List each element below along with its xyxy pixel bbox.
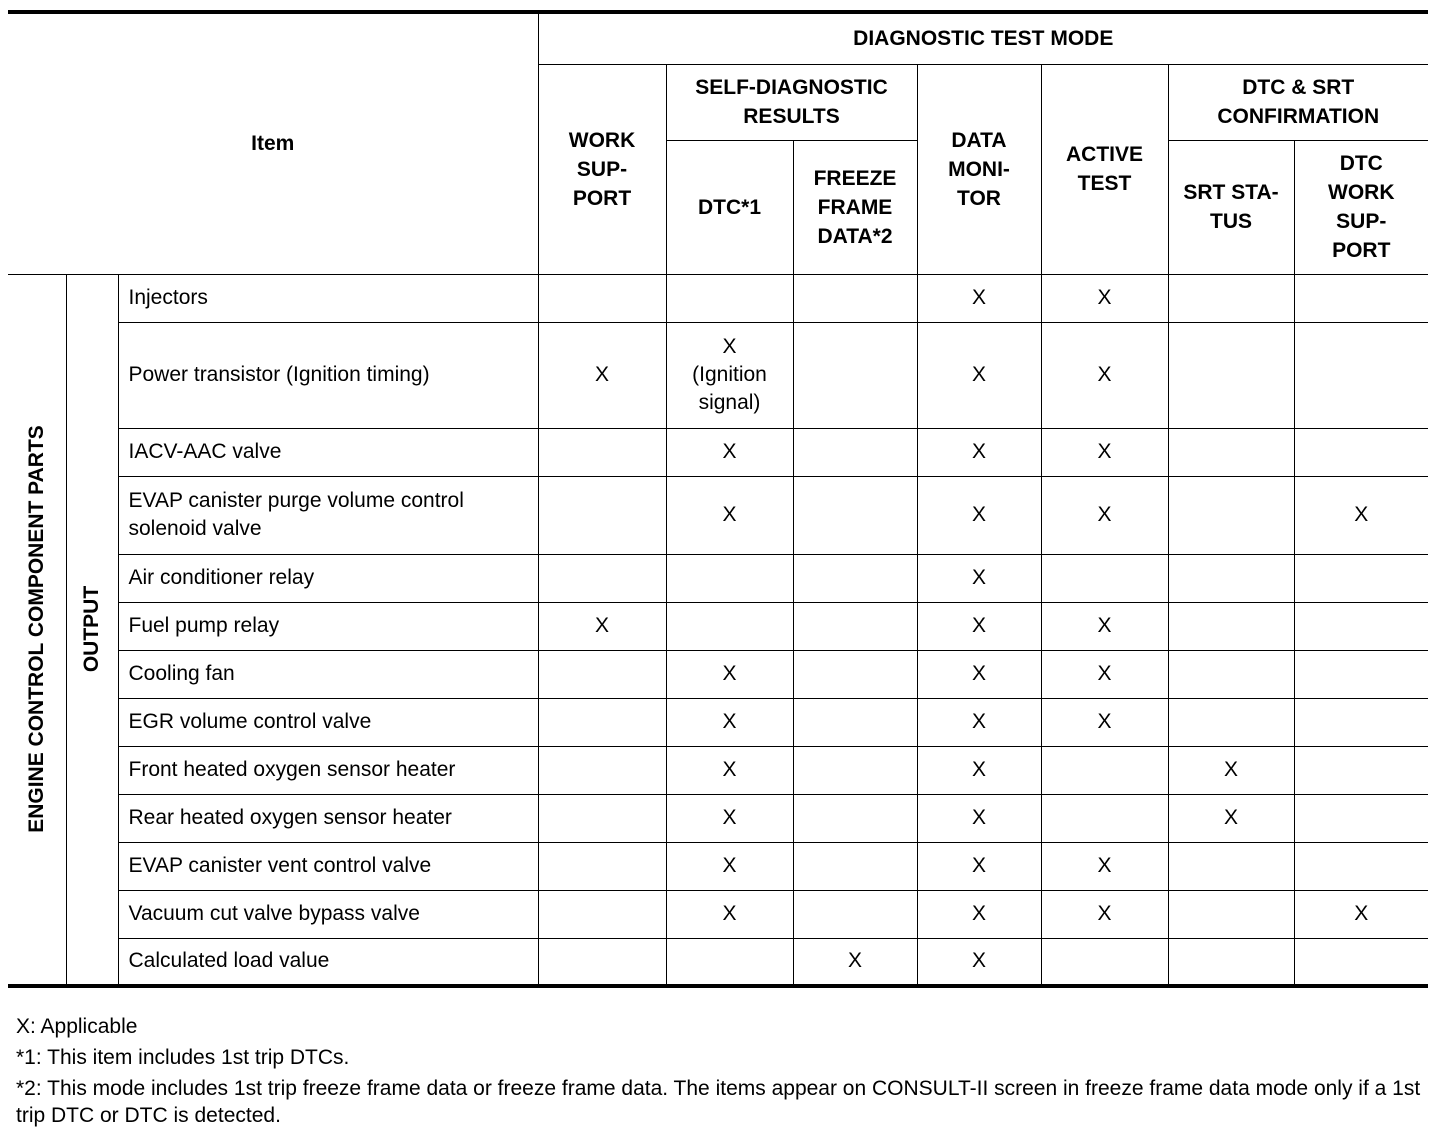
data-monitor-cell: X — [917, 698, 1041, 746]
item-name-cell: Air conditioner relay — [118, 554, 538, 602]
table-row — [8, 938, 1428, 986]
footnotes — [16, 1013, 1436, 1133]
table-row — [8, 746, 1428, 794]
data-monitor-header: DATA MONI- TOR — [917, 64, 1041, 274]
table-row — [8, 650, 1428, 698]
dtc-cell: X — [666, 650, 793, 698]
freeze-frame-data-cell — [793, 650, 917, 698]
dtc-cell: X (Ignition signal) — [666, 322, 793, 428]
work-support-cell — [538, 698, 666, 746]
item-name-cell: Vacuum cut valve bypass valve — [118, 890, 538, 938]
freeze-frame-data-cell — [793, 476, 917, 554]
work-support-cell — [538, 650, 666, 698]
table-row — [8, 698, 1428, 746]
dtc-work-support-cell — [1294, 322, 1428, 428]
srt-status-cell — [1168, 274, 1294, 322]
srt-status-cell — [1168, 650, 1294, 698]
work-support-header: WORK SUP- PORT — [538, 64, 666, 274]
dtc-cell — [666, 938, 793, 986]
active-test-cell: X — [1041, 698, 1168, 746]
data-monitor-cell: X — [917, 938, 1041, 986]
dtc-cell — [666, 554, 793, 602]
table-row — [8, 794, 1428, 842]
data-monitor-cell: X — [917, 428, 1041, 476]
diagnostic-test-mode-table — [8, 10, 1428, 988]
work-support-cell — [538, 890, 666, 938]
work-support-cell — [538, 428, 666, 476]
dtc-cell: X — [666, 428, 793, 476]
freeze-frame-data-cell — [793, 842, 917, 890]
item-name-cell: Fuel pump relay — [118, 602, 538, 650]
active-test-cell: X — [1041, 842, 1168, 890]
active-test-cell — [1041, 938, 1168, 986]
data-monitor-cell: X — [917, 794, 1041, 842]
dtc-cell: X — [666, 746, 793, 794]
work-support-cell — [538, 842, 666, 890]
data-monitor-cell: X — [917, 476, 1041, 554]
dtc-srt-confirmation-header: DTC & SRT CONFIRMATION — [1168, 64, 1428, 140]
work-support-cell — [538, 938, 666, 986]
freeze-frame-data-cell: X — [793, 938, 917, 986]
work-support-cell: X — [538, 602, 666, 650]
dtc-cell — [666, 602, 793, 650]
srt-status-header: SRT STA- TUS — [1168, 140, 1294, 274]
work-support-cell — [538, 274, 666, 322]
self-diagnostic-results-header: SELF-DIAGNOSTIC RESULTS — [666, 64, 917, 140]
data-monitor-cell: X — [917, 274, 1041, 322]
item-name-cell: Calculated load value — [118, 938, 538, 986]
active-test-cell: X — [1041, 428, 1168, 476]
freeze-frame-data-header: FREEZE FRAME DATA*2 — [793, 140, 917, 274]
dtc-work-support-cell — [1294, 746, 1428, 794]
active-test-cell: X — [1041, 602, 1168, 650]
table-row — [8, 602, 1428, 650]
dtc-work-support-cell — [1294, 698, 1428, 746]
dtc-cell: X — [666, 842, 793, 890]
freeze-frame-data-cell — [793, 698, 917, 746]
diagnostic-mode-document — [8, 10, 1428, 1127]
active-test-header: ACTIVE TEST — [1041, 64, 1168, 274]
table-row — [8, 554, 1428, 602]
data-monitor-cell: X — [917, 602, 1041, 650]
data-monitor-cell: X — [917, 554, 1041, 602]
data-monitor-cell: X — [917, 322, 1041, 428]
dtc-header: DTC*1 — [666, 140, 793, 274]
item-name-cell: EVAP canister vent control valve — [118, 842, 538, 890]
srt-status-cell — [1168, 428, 1294, 476]
data-monitor-cell: X — [917, 842, 1041, 890]
freeze-frame-data-cell — [793, 890, 917, 938]
srt-status-cell: X — [1168, 746, 1294, 794]
freeze-frame-data-cell — [793, 794, 917, 842]
srt-status-cell — [1168, 938, 1294, 986]
freeze-frame-data-cell — [793, 428, 917, 476]
dtc-work-support-cell: X — [1294, 890, 1428, 938]
dtc-cell — [666, 274, 793, 322]
engine-control-component-parts-label: ENGINE CONTROL COMPONENT PARTS — [8, 274, 66, 986]
srt-status-cell: X — [1168, 794, 1294, 842]
freeze-frame-data-cell — [793, 322, 917, 428]
dtc-cell: X — [666, 890, 793, 938]
active-test-cell — [1041, 554, 1168, 602]
data-monitor-cell: X — [917, 746, 1041, 794]
note-dtc: *1: This item includes 1st trip DTCs. — [16, 1046, 350, 1069]
dtc-cell: X — [666, 476, 793, 554]
srt-status-cell — [1168, 322, 1294, 428]
dtc-work-support-cell — [1294, 650, 1428, 698]
dtc-work-support-cell — [1294, 938, 1428, 986]
dtc-cell: X — [666, 794, 793, 842]
srt-status-cell — [1168, 476, 1294, 554]
freeze-frame-data-cell — [793, 746, 917, 794]
note-freeze-frame: *2: This mode includes 1st trip freeze frame data or freeze frame data. The items appear on CONSULT-II screen in freeze frame data mode only if a 1st trip DTC or DTC is detected. — [16, 1077, 1421, 1127]
work-support-cell — [538, 794, 666, 842]
dtc-work-support-cell — [1294, 428, 1428, 476]
output-label: OUTPUT — [66, 274, 118, 986]
table-row — [8, 476, 1428, 554]
dtc-work-support-cell: X — [1294, 476, 1428, 554]
item-name-cell: Rear heated oxygen sensor heater — [118, 794, 538, 842]
dtc-cell: X — [666, 698, 793, 746]
active-test-cell: X — [1041, 274, 1168, 322]
work-support-cell — [538, 476, 666, 554]
freeze-frame-data-cell — [793, 554, 917, 602]
item-name-cell: Cooling fan — [118, 650, 538, 698]
item-name-cell: Power transistor (Ignition timing) — [118, 322, 538, 428]
item-header: Item — [8, 12, 538, 274]
table-row — [8, 890, 1428, 938]
work-support-cell — [538, 746, 666, 794]
item-name-cell: Front heated oxygen sensor heater — [118, 746, 538, 794]
note-applicable: X: Applicable — [16, 1015, 138, 1038]
dtc-work-support-cell — [1294, 842, 1428, 890]
active-test-cell — [1041, 746, 1168, 794]
dtc-work-support-cell — [1294, 794, 1428, 842]
item-name-cell: EGR volume control valve — [118, 698, 538, 746]
diagnostic-test-mode-header: DIAGNOSTIC TEST MODE — [538, 12, 1428, 64]
table-row — [8, 322, 1428, 428]
data-monitor-cell: X — [917, 890, 1041, 938]
dtc-work-support-cell — [1294, 274, 1428, 322]
dtc-work-support-cell — [1294, 602, 1428, 650]
item-name-cell: Injectors — [118, 274, 538, 322]
dtc-work-support-header: DTC WORK SUP- PORT — [1294, 140, 1428, 274]
table-row — [8, 428, 1428, 476]
freeze-frame-data-cell — [793, 274, 917, 322]
item-name-cell: EVAP canister purge volume control solenoid valve — [118, 476, 538, 554]
item-name-cell: IACV-AAC valve — [118, 428, 538, 476]
freeze-frame-data-cell — [793, 602, 917, 650]
active-test-cell: X — [1041, 650, 1168, 698]
table-row — [8, 842, 1428, 890]
active-test-cell: X — [1041, 476, 1168, 554]
dtc-work-support-cell — [1294, 554, 1428, 602]
srt-status-cell — [1168, 698, 1294, 746]
srt-status-cell — [1168, 602, 1294, 650]
srt-status-cell — [1168, 842, 1294, 890]
work-support-cell: X — [538, 322, 666, 428]
work-support-cell — [538, 554, 666, 602]
srt-status-cell — [1168, 890, 1294, 938]
active-test-cell — [1041, 794, 1168, 842]
active-test-cell: X — [1041, 322, 1168, 428]
active-test-cell: X — [1041, 890, 1168, 938]
data-monitor-cell: X — [917, 650, 1041, 698]
table-row — [8, 274, 1428, 322]
srt-status-cell — [1168, 554, 1294, 602]
